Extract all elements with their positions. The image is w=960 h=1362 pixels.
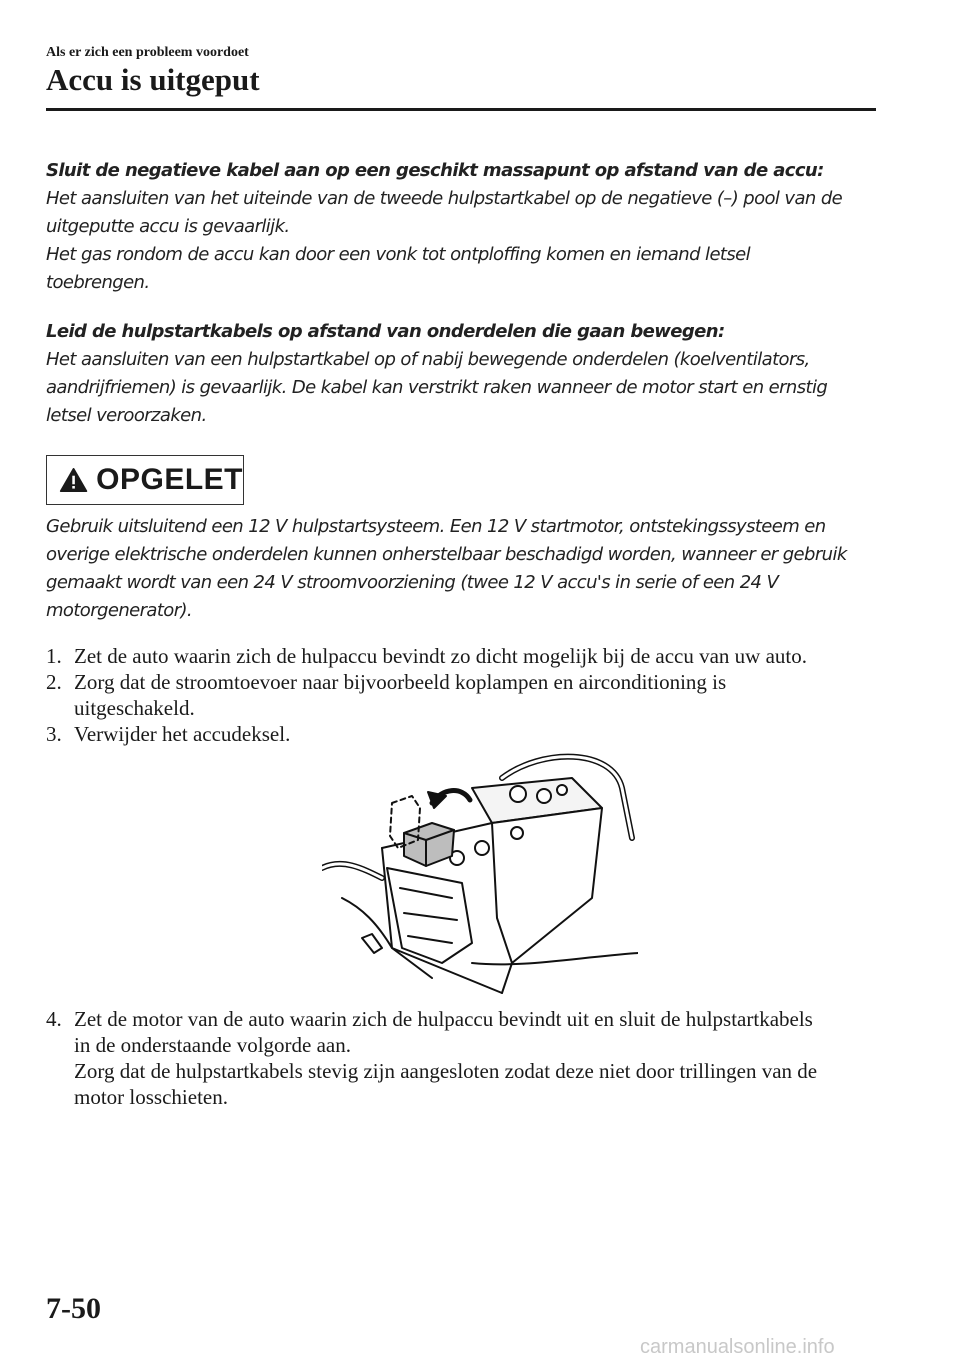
step-number: 2. bbox=[46, 670, 62, 694]
step-number: 1. bbox=[46, 644, 62, 668]
watermark: carmanualsonline.info bbox=[640, 1336, 835, 1358]
warning-heading: Sluit de negatieve kabel aan op een geschikt massapunt op afstand van de accu: bbox=[46, 160, 824, 181]
list-item bbox=[46, 1006, 876, 1110]
step-number: 4. bbox=[46, 1007, 62, 1031]
caution-text: Gebruik uitsluitend een 12 V hulpstartsysteem. Een 12 V startmotor, ontstekingssysteem en overige elektrische onderdelen kunnen onherstelbaar beschadigd worden, wanneer er gebruik gemaakt wordt van een 24 V stroomvoorziening (twee 12 V accu's in serie of een 24 V motorgenerator). bbox=[46, 516, 847, 621]
step-text: Zorg dat de stroomtoevoer naar bijvoorbeeld koplampen en airconditioning is uitgeschakeld. bbox=[74, 670, 727, 720]
page-title: Accu is uitgeput bbox=[46, 62, 260, 97]
warning-body: Het aansluiten van het uiteinde van de tweede hulpstartkabel op de negatieve (–) pool van de uitgeputte accu is gevaarlijk. Het gas rondom de accu kan door een vonk tot ontploffing komen en iemand letsel toebrengen. bbox=[46, 188, 843, 293]
step-text: Zet de auto waarin zich de hulpaccu bevindt zo dicht mogelijk bij de accu van uw auto. bbox=[74, 644, 807, 668]
section-label: Als er zich een probleem voordoet bbox=[46, 45, 249, 60]
step-text: Zet de motor van de auto waarin zich de hulpaccu bevindt uit en sluit de hulpstartkabels in de onderstaande volgorde aan. Zorg dat de hulpstartkabels stevig zijn aangesloten zodat deze niet door trillingen van de motor losschieten. bbox=[74, 1007, 818, 1109]
warning-block-ground-point bbox=[46, 157, 886, 297]
step-text: Verwijder het accudeksel. bbox=[74, 722, 291, 746]
battery-cover-illustration bbox=[322, 748, 638, 998]
title-rule bbox=[46, 108, 876, 111]
list-item bbox=[46, 643, 876, 669]
caution-label: OPGELET bbox=[96, 463, 243, 496]
page-number: 7-50 bbox=[46, 1292, 101, 1325]
warning-heading: Leid de hulpstartkabels op afstand van onderdelen die gaan bewegen: bbox=[46, 321, 725, 342]
list-item bbox=[46, 669, 876, 721]
warning-body: Het aansluiten van een hulpstartkabel op of nabij bewegende onderdelen (koelventilators, aandrijfriemen) is gevaarlijk. De kabel kan verstrikt raken wanneer de motor start en ernstig letsel veroorzaken. bbox=[46, 349, 828, 426]
warning-triangle-icon bbox=[59, 465, 88, 495]
warning-block-moving-parts bbox=[46, 318, 886, 430]
step-number: 3. bbox=[46, 722, 62, 746]
step-list-top bbox=[46, 643, 876, 747]
step-list-bottom bbox=[46, 1006, 876, 1110]
caution-box bbox=[46, 455, 244, 505]
list-item bbox=[46, 721, 876, 747]
